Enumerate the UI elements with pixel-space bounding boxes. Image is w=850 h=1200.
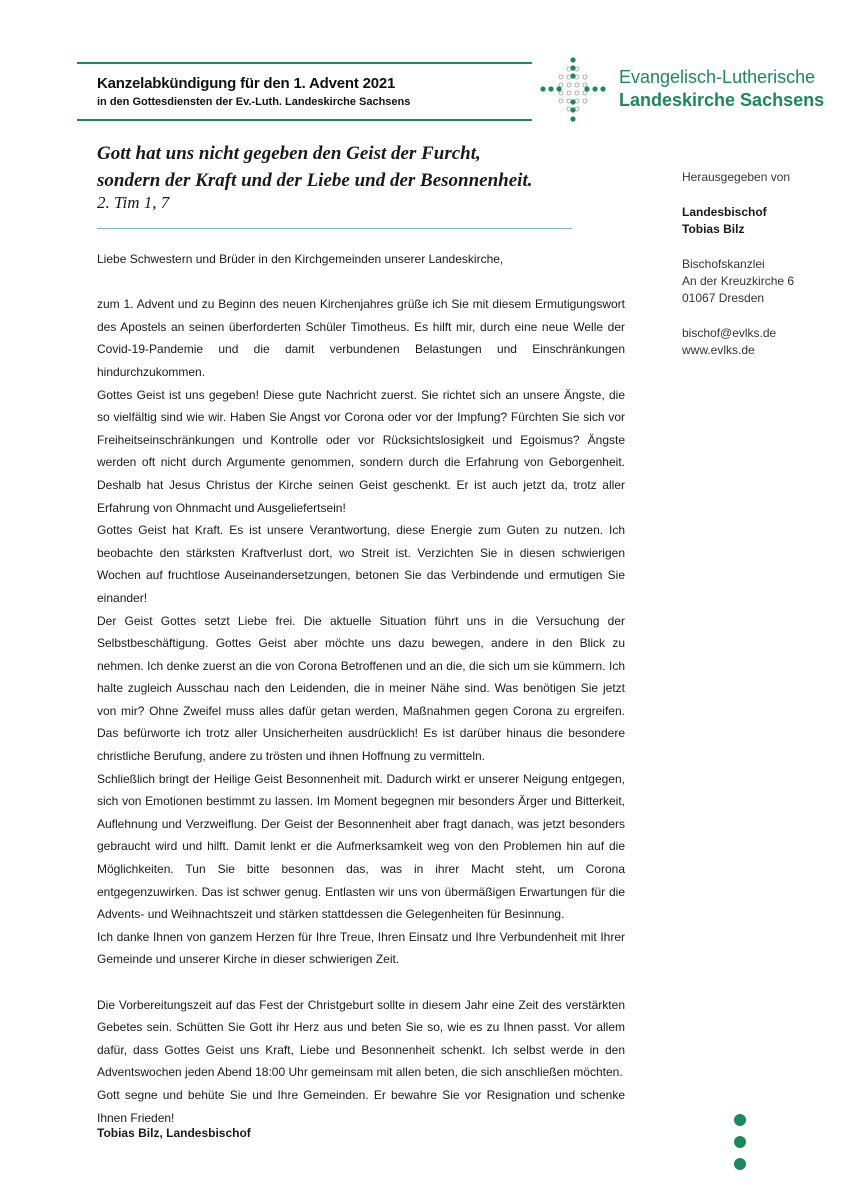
- motto-quote: [97, 140, 567, 194]
- publisher-role: Landesbischof: [682, 205, 767, 219]
- paragraph: Der Geist Gottes setzt Liebe frei. Die aktuelle Situation führt uns in die Versuchung der Selbstbeschäftigung. Gottes Geist aber möchte uns dazu bewegen, andere in den Blick zu nehmen. Ich denke zuerst an die von Corona Betroffenen und an die, die sich um sie kümmern. Ich halte zugleich Ausschau nach den Leidenden, die in meiner Nähe sind. Was benötigen Sie jetzt von mir? Ohne Zweifel muss alles dafür getan werden, Maßnahmen gegen Corona zu ergreifen. Das befürworte ich trotz aller Unsicherheiten ausdrücklich! Es ist darüber hinaus die besondere christliche Berufung, andere zu trösten und ihnen Hoffnung zu vermitteln.: [97, 613, 625, 764]
- salutation: Liebe Schwestern und Brüder in den Kirchgemeinden unserer Landeskirche,: [97, 252, 504, 266]
- issued-by-label: Herausgegeben von: [682, 170, 791, 184]
- paragraph: Gottes Geist ist uns gegeben! Diese gute Nachricht zuerst. Sie richtet sich an unsere Ängste, die so vielfältig sind wie wir. Haben Sie Angst vor Corona oder vor der Impfung? Fürchten Sie sich vor Freiheitseinschränkungen und Kontrolle oder vor Rücksichtslosigkeit und Egoismus? Ängste werden oft nicht durch Argumente genommen, sondern durch die Erfahrung von Geborgenheit. Deshalb hat Jesus Christus der Kirche seinen Geist geschenkt. Er ist auch jetzt da, trotz aller Erfahrung von Ohnmacht und Ausgeliefertsein!: [97, 387, 625, 515]
- office-name: Bischofskanzlei: [682, 257, 765, 271]
- office-street: An der Kreuzkirche 6: [682, 274, 795, 288]
- email-link[interactable]: bischof@evlks.de: [682, 326, 777, 340]
- three-dots-icon: [732, 1112, 748, 1172]
- publisher-name: Tobias Bilz: [682, 222, 745, 236]
- paragraph: zum 1. Advent und zu Beginn des neuen Kirchenjahres grüße ich Sie mit diesem Ermutigungswort des Apostels an seinen überforderten Schüler Timotheus. Es hilft mir, durch eine neue Welle der Covid-19-Pandemie und die damit verbundenen Belastungen und Einschränkungen hindurchzukommen.: [97, 297, 625, 379]
- dot-icon: [734, 1158, 746, 1170]
- paragraph: Gottes Geist hat Kraft. Es ist unsere Verantwortung, diese Energie zum Guten zu nutzen. Ich beobachte den stärksten Kraftverlust dort, wo Streit ist. Verzichten Sie in diesen schwierigen Wochen auf fruchtlose Auseinandersetzungen, betonen Sie das Verbindende und ermutigen Sie einander!: [97, 523, 625, 605]
- header-rule-top: [77, 62, 532, 64]
- letter-body: [97, 248, 625, 1129]
- motto-rule: [97, 228, 572, 229]
- header-rule-bottom: [77, 119, 532, 121]
- motto-line1: Gott hat uns nicht gegeben den Geist der Furcht,: [97, 143, 481, 164]
- closing-paragraph: Gott segne und behüte Sie und Ihre Gemeinden. Er bewahre Sie vor Resignation und schenke Ihnen Frieden!: [97, 1087, 625, 1125]
- dot-icon: [734, 1114, 746, 1126]
- website-link[interactable]: www.evlks.de: [682, 343, 755, 357]
- motto-line2: sondern der Kraft und der Liebe und der Besonnenheit.: [97, 170, 533, 191]
- document-subtitle: in den Gottesdiensten der Ev.-Luth. Landeskirche Sachsens: [97, 96, 411, 108]
- church-name-line2: Landeskirche Sachsens: [619, 90, 825, 110]
- motto-source: 2. Tim 1, 7: [97, 193, 170, 212]
- paragraph: Ich danke Ihnen von ganzem Herzen für Ihre Treue, Ihren Einsatz und Ihre Verbundenheit mit Ihrer Gemeinde und unserer Kirche in dieser schwierigen Zeit.: [97, 929, 625, 967]
- paragraph: Schließlich bringt der Heilige Geist Besonnenheit mit. Dadurch wirkt er unserer Neigung entgegen, sich von Emotionen bestimmt zu lassen. Im Moment begegnen mir besonders Ärger und Bitterkeit, Auflehnung und Verzweiflung. Der Geist der Besonnenheit aber fragt danach, was jetzt besonders gebraucht wird und hilft. Damit lenkt er die Aufmerksamkeit weg von den Problemen hin auf die Möglichkeiten. Tun Sie bitte besonnen das, was in ihrer Macht steht, um Corona entgegenzuwirken. Das ist schwer genug. Entlasten wir uns von übermäßigen Erwartungen für die Advents- und Weihnachtszeit und stärken stattdessen die Gelegenheiten für Besinnung.: [97, 771, 625, 922]
- closing-paragraph: Die Vorbereitungszeit auf das Fest der Christgeburt sollte in diesem Jahr eine Zeit des verstärkten Gebetes sein. Schütten Sie Gott ihr Herz aus und beten Sie so, wie es zu Ihnen passt. Vor allem dafür, dass Gottes Geist uns Kraft, Liebe und Besonnenheit schenkt. Ich selbst werde in den Adventswochen jeden Abend 18:00 Uhr gemeinsam mit allen beten, die sich anschließen möchten.: [97, 997, 625, 1080]
- dot-icon: [734, 1136, 746, 1148]
- signature: Tobias Bilz, Landesbischof: [97, 1126, 251, 1140]
- document-title: Kanzelabkündigung für den 1. Advent 2021: [97, 75, 396, 92]
- publisher-sidebar: [682, 169, 832, 359]
- office-city: 01067 Dresden: [682, 291, 765, 305]
- dotted-cross-logo-icon: [540, 57, 610, 123]
- church-name-line1: Evangelisch-Lutherische: [619, 67, 816, 87]
